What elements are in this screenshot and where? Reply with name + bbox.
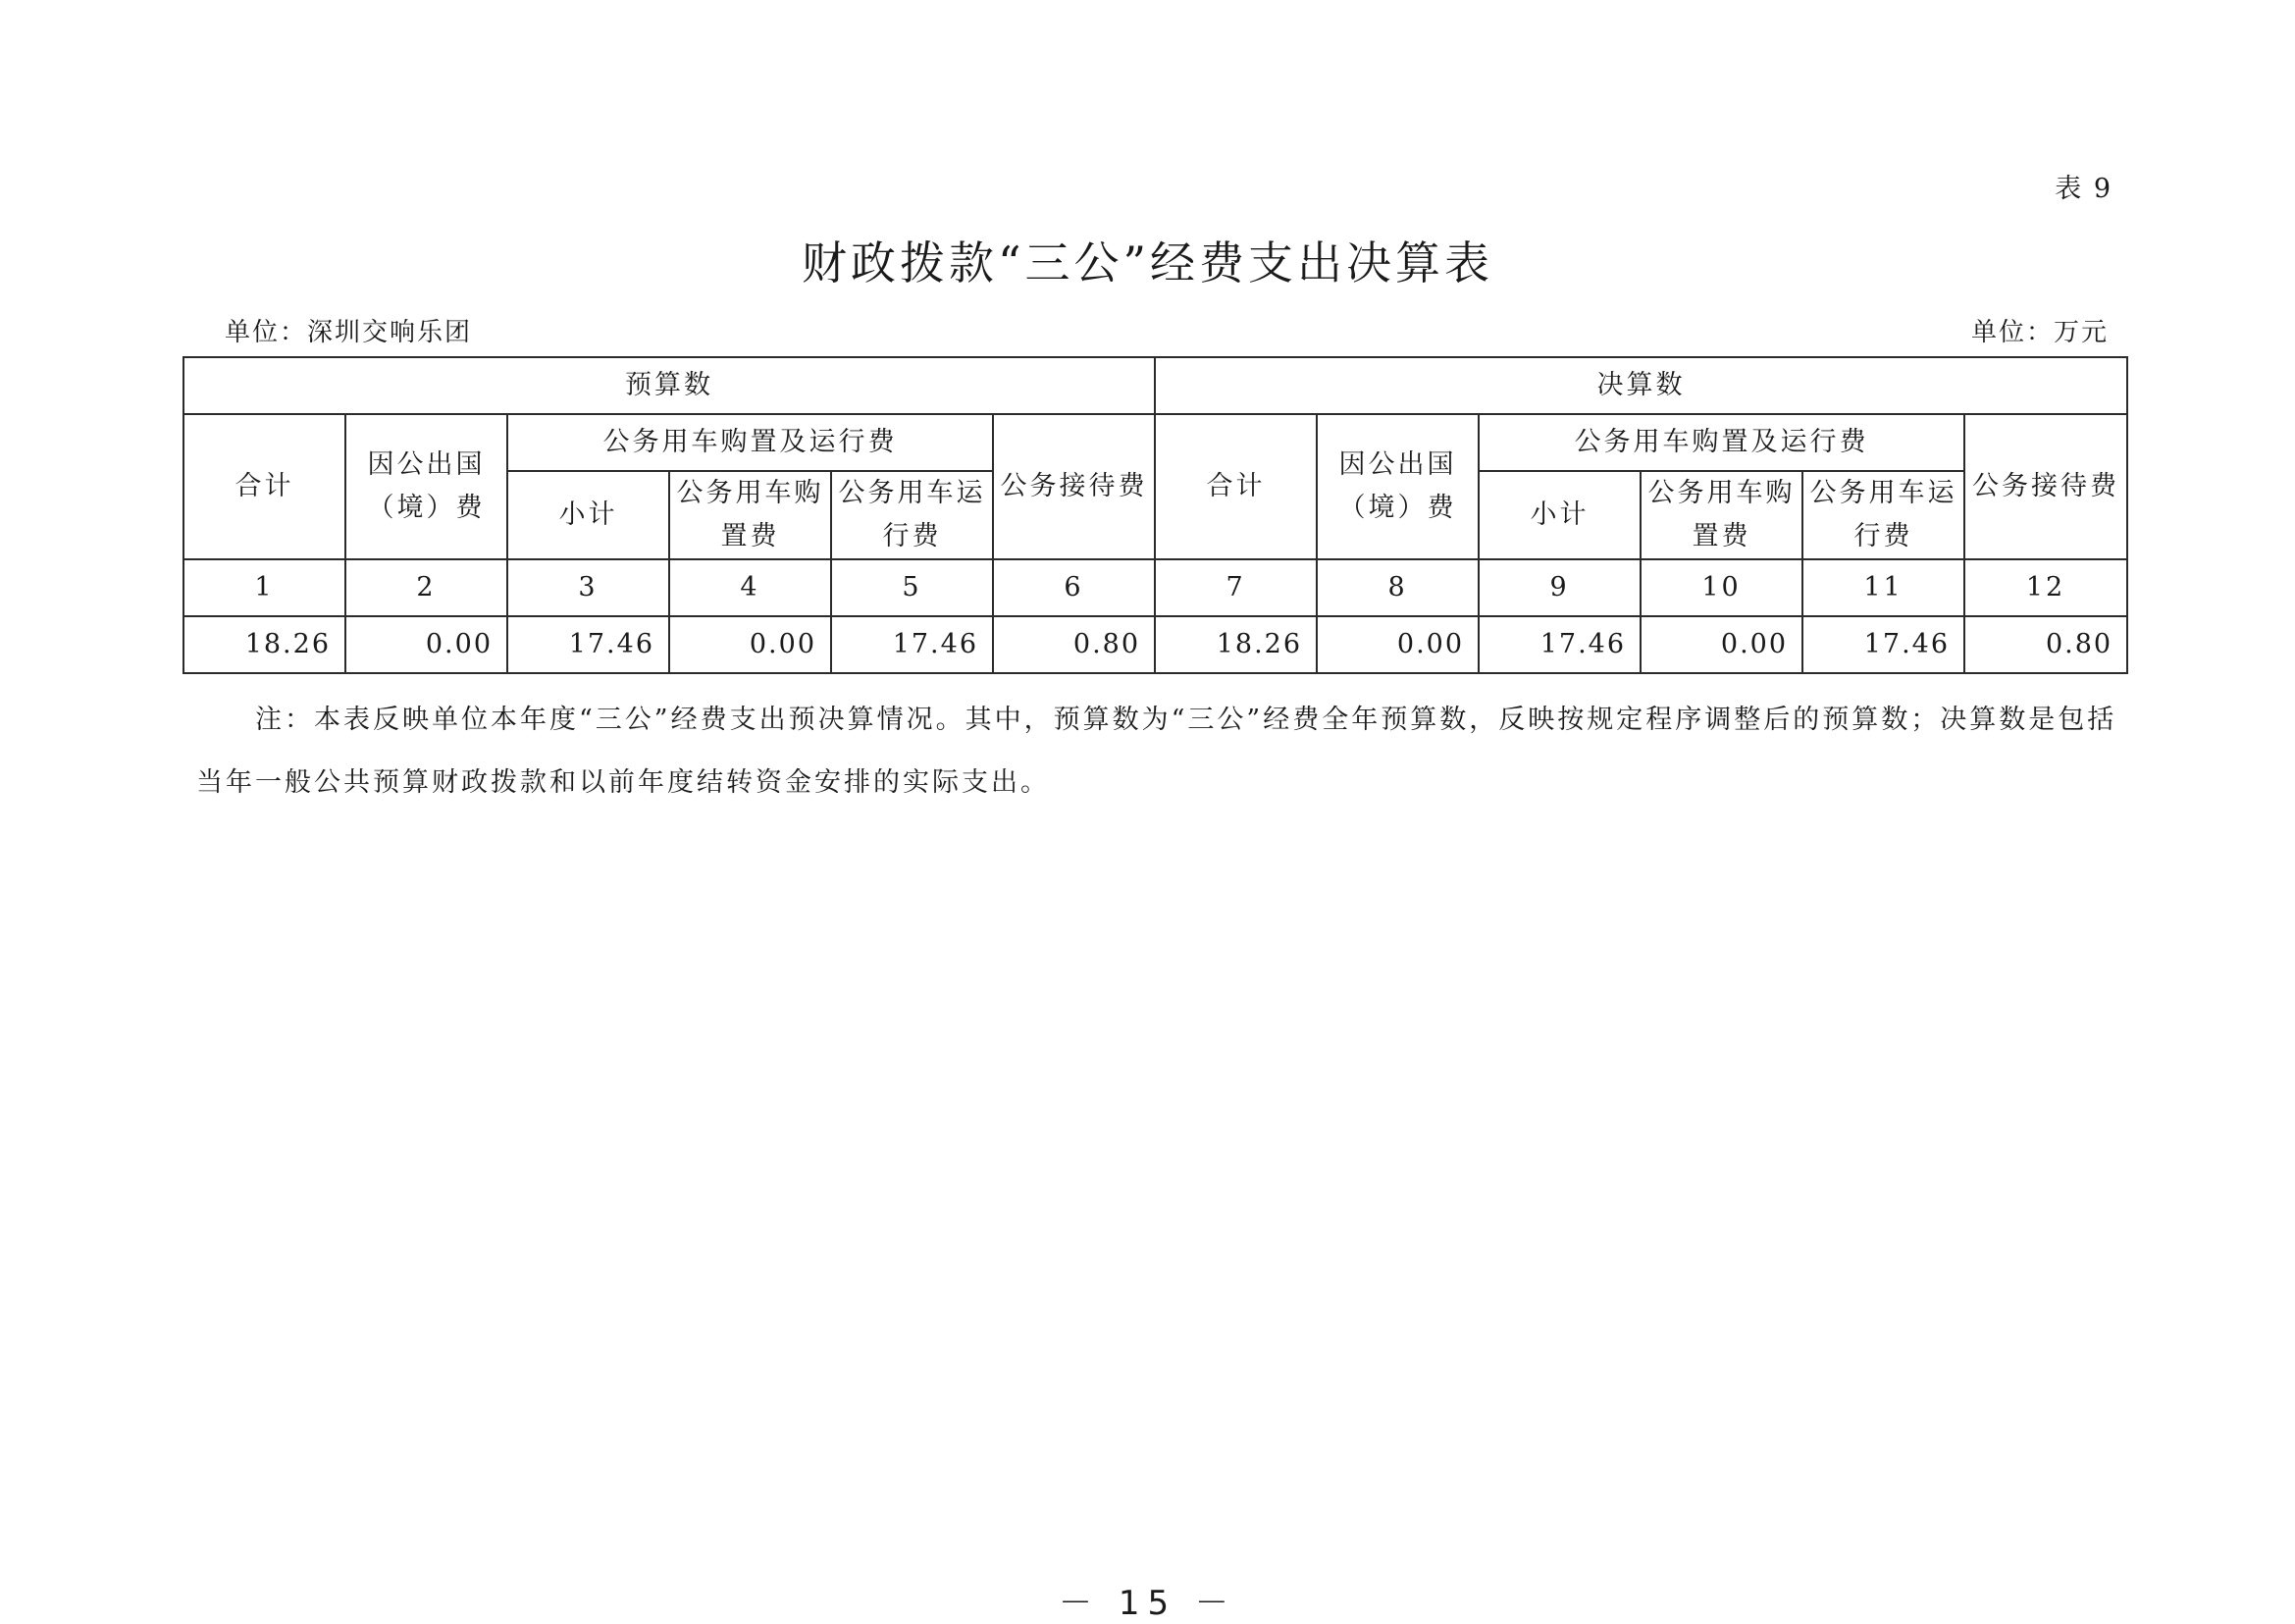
budget-vehicle-purchase-value: 0.00 — [669, 616, 831, 673]
column-number-cell: 7 — [1155, 559, 1317, 616]
column-number-cell: 12 — [1964, 559, 2127, 616]
budget-abroad-header: 因公出国（境）费 — [345, 414, 507, 559]
budget-total-value: 18.26 — [183, 616, 345, 673]
final-abroad-value: 0.00 — [1317, 616, 1479, 673]
document-title: 财政拨款“三公”经费支出决算表 — [801, 236, 1494, 289]
budget-total-header: 合计 — [183, 414, 345, 559]
final-reception-header: 公务接待费 — [1964, 414, 2127, 559]
values-row — [183, 616, 2127, 673]
final-subtotal-header: 小计 — [1479, 471, 1641, 559]
column-number-cell: 3 — [507, 559, 669, 616]
final-group-header: 决算数 — [1155, 357, 2127, 414]
final-vehicle-subtotal-value: 17.46 — [1479, 616, 1641, 673]
column-header-row — [183, 414, 2127, 471]
budget-vehicle-subtotal-value: 17.46 — [507, 616, 669, 673]
three-public-expenses-table — [183, 356, 2128, 674]
column-number-cell: 8 — [1317, 559, 1479, 616]
column-number-cell: 6 — [993, 559, 1155, 616]
table-footnote: 注：本表反映单位本年度“三公”经费支出预决算情况。其中，预算数为“三公”经费全年预算数，反映按规定程序调整后的预算数；决算数是包括当年一般公共预算财政拨款和以前年度结转资金安排的实际支出。 — [196, 705, 2117, 798]
final-reception-value: 0.80 — [1964, 616, 2127, 673]
budget-group-header: 预算数 — [183, 357, 1155, 414]
table-number-label: 表 9 — [2055, 174, 2112, 204]
final-abroad-header: 因公出国（境）费 — [1317, 414, 1479, 559]
group-header-row — [183, 357, 2127, 414]
budget-abroad-value: 0.00 — [345, 616, 507, 673]
budget-vehicle-group-header: 公务用车购置及运行费 — [507, 414, 993, 471]
currency-unit: 单位：万元 — [1970, 318, 2109, 347]
budget-reception-value: 0.80 — [993, 616, 1155, 673]
budget-vehicle-purchase-header: 公务用车购置费 — [669, 471, 831, 559]
column-number-cell: 1 — [183, 559, 345, 616]
final-vehicle-operation-header: 公务用车运行费 — [1802, 471, 1964, 559]
organization-unit: 单位：深圳交响乐团 — [225, 318, 473, 347]
column-number-cell: 11 — [1802, 559, 1964, 616]
column-number-cell: 4 — [669, 559, 831, 616]
column-number-row — [183, 559, 2127, 616]
page-number: － 15 － — [1059, 1584, 1236, 1623]
final-total-header: 合计 — [1155, 414, 1317, 559]
column-number-cell: 5 — [831, 559, 993, 616]
final-vehicle-purchase-value: 0.00 — [1641, 616, 1802, 673]
budget-reception-header: 公务接待费 — [993, 414, 1155, 559]
final-total-value: 18.26 — [1155, 616, 1317, 673]
final-vehicle-group-header: 公务用车购置及运行费 — [1479, 414, 1964, 471]
budget-subtotal-header: 小计 — [507, 471, 669, 559]
final-vehicle-operation-value: 17.46 — [1802, 616, 1964, 673]
final-vehicle-purchase-header: 公务用车购置费 — [1641, 471, 1802, 559]
column-number-cell: 9 — [1479, 559, 1641, 616]
budget-vehicle-operation-header: 公务用车运行费 — [831, 471, 993, 559]
column-number-cell: 10 — [1641, 559, 1802, 616]
budget-vehicle-operation-value: 17.46 — [831, 616, 993, 673]
column-number-cell: 2 — [345, 559, 507, 616]
